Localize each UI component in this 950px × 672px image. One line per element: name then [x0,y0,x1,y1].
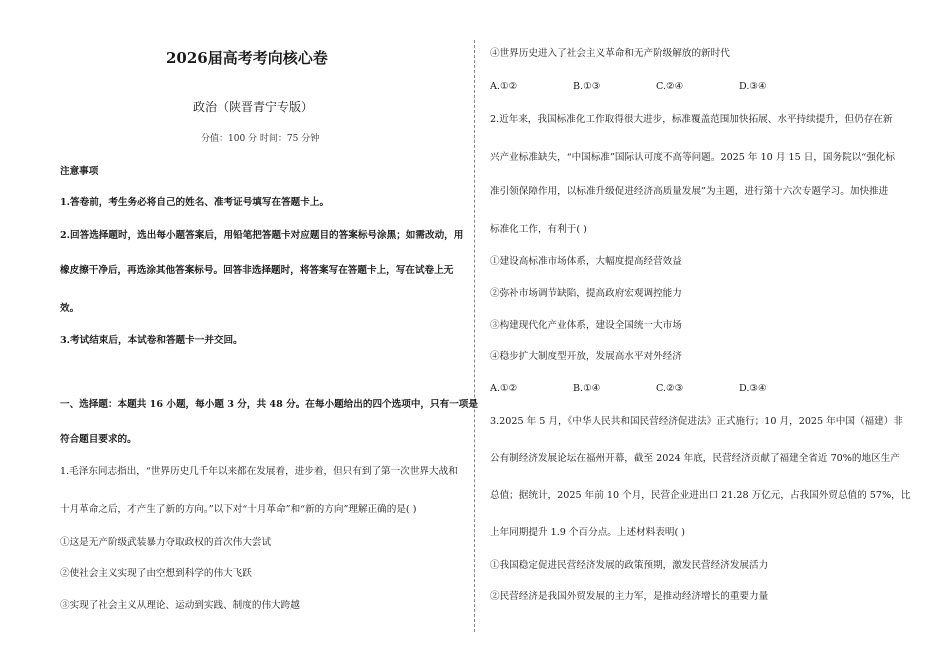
q2-stem: 2.近年来，我国标准化工作取得很大进步，标准覆盖范围加快拓展、水平持续提升，但仍存在新 [490,114,893,125]
notice-item: 2.回答选择题时，选出每小题答案后，用铅笔把答题卡对应题目的答案标号涂黑；如需改动，用 [60,230,464,241]
column-divider [474,40,475,632]
q2-stem-cont: 兴产业标准缺失，“中国标准”国际认可度不高等问题。2025 年 10 月 15 日，国务院以“强化标 [490,152,895,163]
q1-statement: ④世界历史进入了社会主义革命和无产阶级解放的新时代 [490,48,730,59]
q2-option-c: C.②③ [656,383,684,394]
q1-stem-cont: 十月革命之后，才产生了新的方向。”以下对“十月革命”和“新的方向”理解正确的是( ) [60,504,417,515]
q2-stem-cont: 准引领保障作用，以标准升级促进经济高质量发展”为主题，进行第十六次专题学习。加快推进 [490,186,889,197]
section-heading: 一、选择题：本题共 16 小题，每小题 3 分，共 48 分。在每小题给出的四个选项中，只有一项是 [60,399,478,410]
q3-stem-cont: 公有制经济发展论坛在福州开幕，截至 2024 年底，民营经济贡献了福建全省近 70%的地区生产 [490,453,900,464]
notice-heading: 注意事项 [60,166,99,177]
q3-stem-cont: 总值；据统计，2025 年前 10 个月，民营企业进出口 21.28 万亿元，占我国外贸总值的 57%，比 [490,490,911,501]
q3-statement: ②民营经济是我国外贸发展的主力军，是推动经济增长的重要力量 [490,591,769,602]
q2-statement: ③构建现代化产业体系，建设全国统一大市场 [490,320,682,331]
exam-subject: 政治（陕晋青宁专版） [193,100,314,114]
q3-statement: ①我国稳定促进民营经济发展的政策预期，激发民营经济发展活力 [490,560,769,571]
q1-statement: ③实现了社会主义从理论、运动到实践、制度的伟大跨越 [60,600,300,611]
q2-option-a: A.①② [490,383,518,394]
q1-statement: ①这是无产阶级武装暴力夺取政权的首次伟大尝试 [60,537,272,548]
q2-option-d: D.③④ [739,383,767,394]
q1-option-b: B.①③ [573,81,601,92]
section-heading-cont: 符合题目要求的。 [60,434,137,445]
q2-statement: ①建设高标准市场体系，大幅度提高经营效益 [490,256,682,267]
notice-item: 3.考试结束后，本试卷和答题卡一并交回。 [60,335,243,346]
exam-title: 2026届高考考向核心卷 [166,49,328,67]
q1-statement: ②使社会主义实现了由空想到科学的伟大飞跃 [60,568,252,579]
notice-item: 橡皮擦干净后，再选涂其他答案标号。回答非选择题时，将答案写在答题卡上，写在试卷上无 [60,265,454,276]
q1-stem: 1.毛泽东同志指出，“世界历史几千年以来都在发展着，进步着，但只有到了第一次世界大战和 [60,466,458,477]
notice-item: 效。 [60,303,80,314]
q2-stem-cont: 标准化工作，有利于( ) [490,224,587,235]
q1-option-c: C.②④ [656,81,684,92]
q2-option-b: B.①④ [573,383,601,394]
q1-option-d: D.③④ [739,81,767,92]
q2-statement: ②弥补市场调节缺陷，提高政府宏观调控能力 [490,288,682,299]
q2-statement: ④稳步扩大制度型开放，发展高水平对外经济 [490,351,682,362]
q1-option-a: A.①② [490,81,518,92]
notice-item: 1.答卷前，考生务必将自己的姓名、准考证号填写在答题卡上。 [60,197,330,208]
score-time: 分值：100 分 时间：75 分钟 [201,134,320,144]
q3-stem: 3.2025 年 5 月，《中华人民共和国民营经济促进法》正式施行；10 月，2025 年中国（福建）非 [490,416,903,427]
q3-stem-cont: 上年同期提升 1.9 个百分点。上述材料表明( ) [490,527,685,538]
